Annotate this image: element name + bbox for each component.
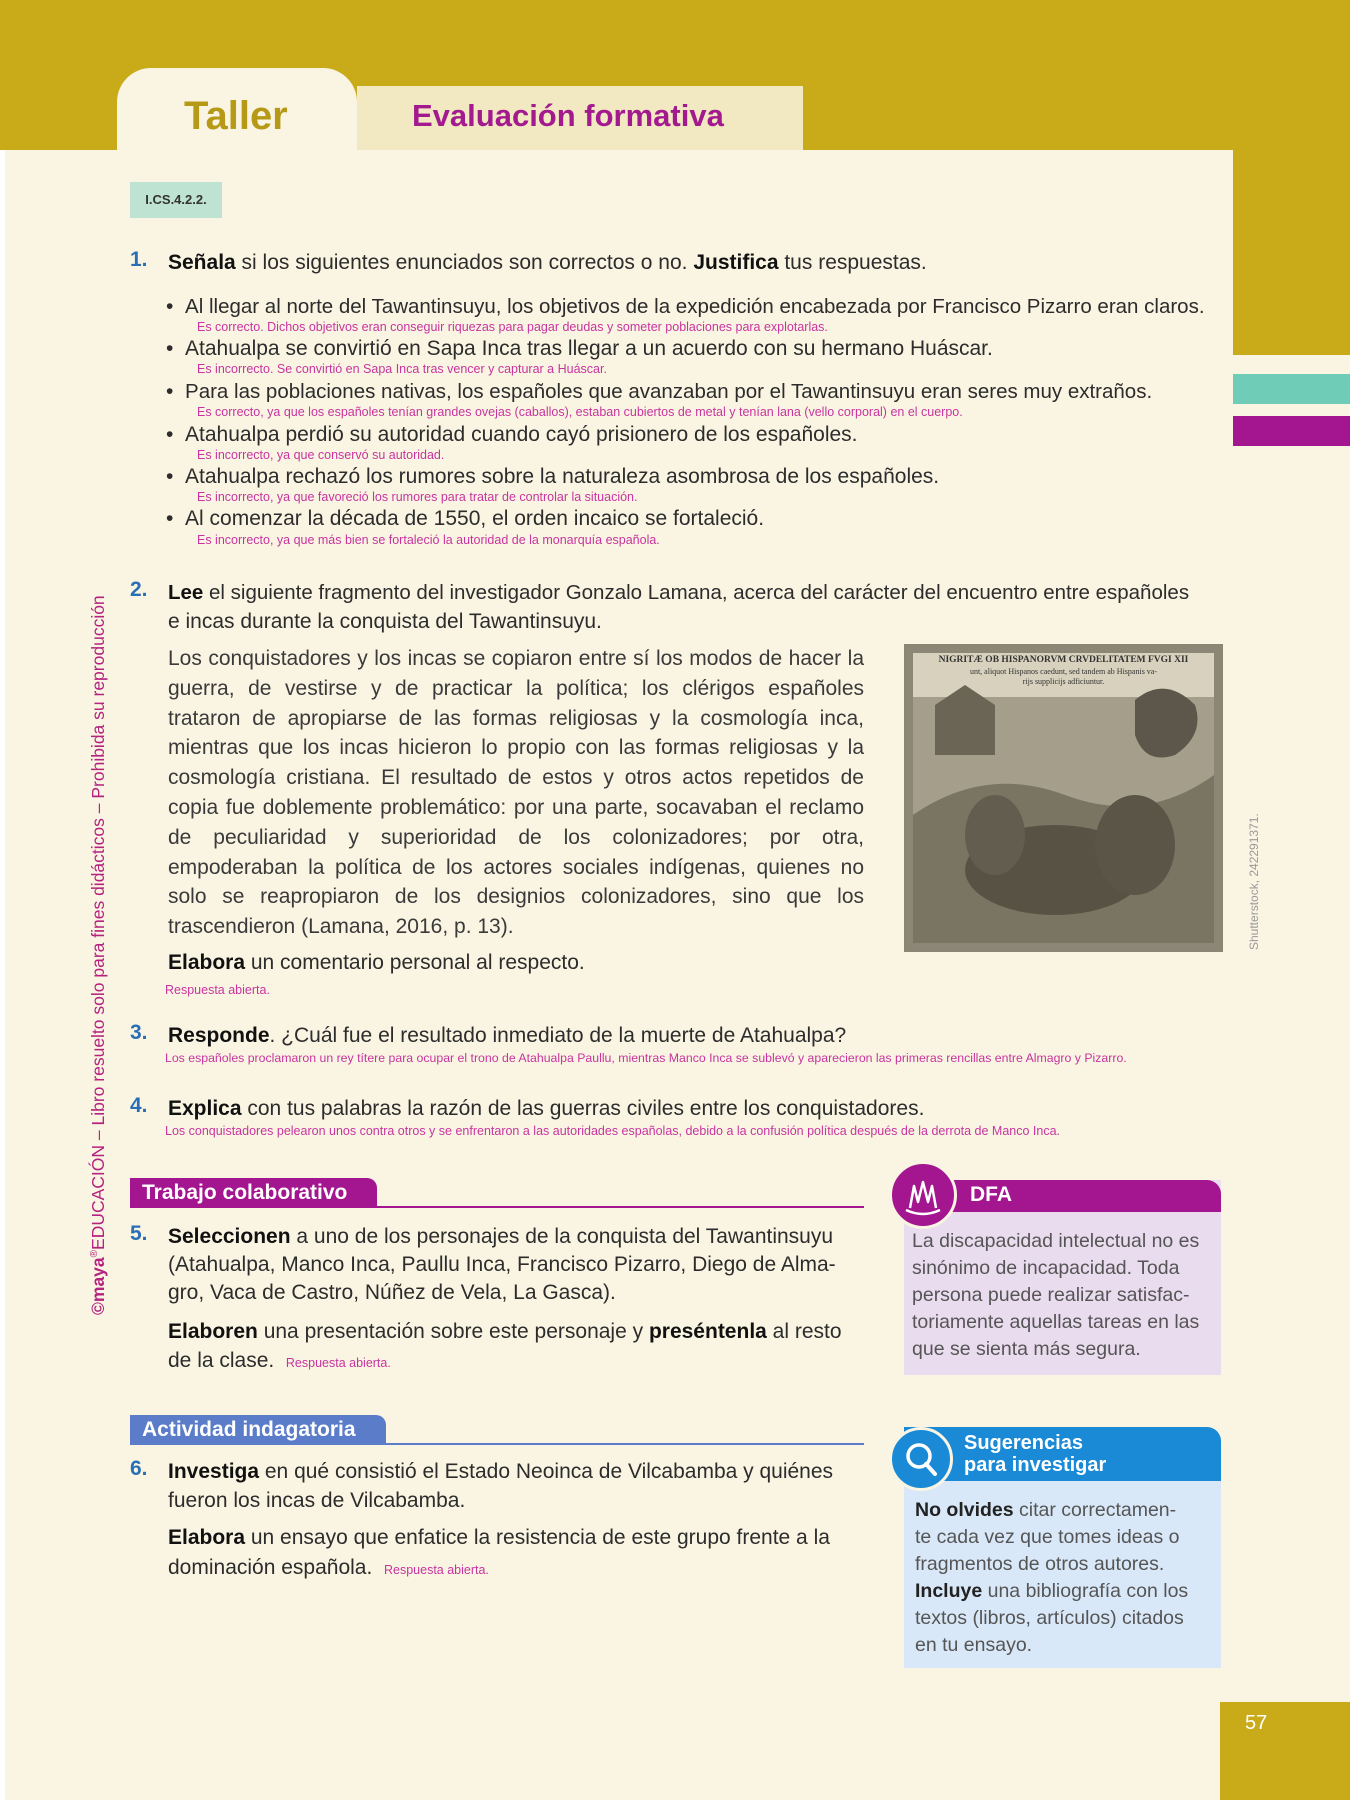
dfa-header: DFA bbox=[904, 1180, 1221, 1212]
magnifier-icon bbox=[889, 1427, 953, 1491]
page-title: Evaluación formativa bbox=[357, 86, 803, 150]
copyright-side-text: ©maya®EDUCACIÓN – Libro resuelto solo para fines didácticos – Prohibida su reproducción bbox=[88, 595, 108, 1315]
question-number: 2. bbox=[130, 578, 148, 601]
question-6-text-cont: fueron los incas de Vilcabamba. bbox=[168, 1489, 466, 1512]
answer-text: Es correcto. Dichos objetivos eran conseguir riquezas para pagar deudas y someter poblaciones para explotarlas. bbox=[197, 320, 828, 334]
question-2-text-cont: e incas durante la conquista del Tawantinsuyu. bbox=[168, 610, 602, 633]
engraving-caption-2: unt, aliquot Hispanos caedunt, sed tandem ab Hispanis va- bbox=[969, 667, 1158, 676]
question-2-instruction: Elabora un comentario personal al respecto. bbox=[168, 951, 585, 974]
question-5-instruction-cont: de la clase. Respuesta abierta. bbox=[168, 1349, 391, 1372]
list-item: • Atahualpa perdió su autoridad cuando cayó prisionero de los españoles. bbox=[166, 423, 858, 446]
question-5-text-cont: gro, Vaca de Castro, Núñez de Vela, La Gasca). bbox=[168, 1281, 616, 1304]
question-number: 5. bbox=[130, 1222, 148, 1245]
question-4-text: Explica con tus palabras la razón de las guerras civiles entre los conquistadores. bbox=[168, 1097, 925, 1120]
taller-tab: Taller bbox=[117, 68, 357, 163]
list-item: • Al comenzar la década de 1550, el orden incaico se fortaleció. bbox=[166, 507, 765, 530]
question-number: 1. bbox=[130, 248, 148, 271]
list-item: • Para las poblaciones nativas, los españoles que avanzaban por el Tawantinsuyu eran seres muy extraños. bbox=[166, 380, 1153, 403]
actividad-indagatoria-header: Actividad indagatoria bbox=[130, 1415, 864, 1445]
engraving-illustration bbox=[904, 644, 1223, 952]
question-6-text: Investiga en qué consistió el Estado Neoinca de Vilcabamba y quiénes bbox=[168, 1460, 834, 1483]
dfa-text: La discapacidad intelectual no es sinónimo de incapacidad. Toda persona puede realizar satisfac- toriamente aquellas tareas en las que se sienta más segura. bbox=[912, 1230, 1200, 1360]
page-number: 57 bbox=[1245, 1712, 1268, 1734]
question-6-instruction-cont: dominación española. Respuesta abierta. bbox=[168, 1556, 489, 1579]
answer-text: Los españoles proclamaron un rey títere para ocupar el trono de Atahualpa Paullu, mientras Manco Inca se sublevó y aparecieron las primeras rencillas entre Almagro y Pizarro. bbox=[165, 1051, 1127, 1065]
quoted-passage: Los conquistadores y los incas se copiaron entre sí los modos de hacer la guerra, de vestirse y de practicar la política; los clérigos españoles trataron de apropiarse de las formas religiosas y la cosmología inca, mientras que los incas hicieron lo propio con las formas religiosas y la cosmología cristiana. El resultado de estos y otros actos repetidos de copia fue doblemente problemático: por una parte, socavaban el reclamo de peculiaridad y superioridad de los colonizadores; por otra, empoderaban la política de los actores sociales indígenas, quienes no solo se reapropiaron de los designios colonizadores, sino que los trascendieron (Lamana, 2016, p. 13). bbox=[168, 647, 864, 939]
image-credit: Shutterstock, 242291371. bbox=[1247, 813, 1261, 950]
answer-text: Es incorrecto, ya que más bien se fortaleció la autoridad de la monarquía española. bbox=[197, 533, 660, 547]
teal-tab bbox=[1233, 374, 1350, 404]
answer-text: Respuesta abierta. bbox=[165, 983, 270, 997]
magenta-tab bbox=[1233, 416, 1350, 446]
question-6-instruction: Elabora un ensayo que enfatice la resistencia de este grupo frente a la bbox=[168, 1526, 830, 1549]
question-2-text: Lee el siguiente fragmento del investigador Gonzalo Lamana, acerca del carácter del encuentro entre españoles bbox=[168, 581, 1190, 604]
sugerencias-header: Sugerencias para investigar bbox=[904, 1427, 1221, 1481]
hands-icon bbox=[889, 1161, 957, 1229]
question-3-text: Responde. ¿Cuál fue el resultado inmediato de la muerte de Atahualpa? bbox=[168, 1024, 847, 1047]
right-band bbox=[1233, 0, 1350, 355]
page-number-box bbox=[1220, 1702, 1350, 1800]
question-5-instruction: Elaboren una presentación sobre este personaje y preséntenla al resto bbox=[168, 1320, 842, 1343]
question-5-text: Seleccionen a uno de los personajes de la conquista del Tawantinsuyu bbox=[168, 1225, 834, 1248]
list-item: • Atahualpa se convirtió en Sapa Inca tras llegar a un acuerdo con su hermano Huáscar. bbox=[166, 337, 993, 360]
list-item: • Atahualpa rechazó los rumores sobre la naturaleza asombrosa de los españoles. bbox=[166, 465, 940, 488]
list-item: • Al llegar al norte del Tawantinsuyu, los objetivos de la expedición encabezada por Francisco Pizarro eran claros. bbox=[166, 295, 1205, 318]
question-number: 3. bbox=[130, 1021, 148, 1044]
answer-text: Es incorrecto, ya que favoreció los rumores para tratar de controlar la situación. bbox=[197, 490, 638, 504]
question-5-text-cont: (Atahualpa, Manco Inca, Paullu Inca, Francisco Pizarro, Diego de Alma- bbox=[168, 1253, 836, 1276]
question-number: 6. bbox=[130, 1457, 148, 1480]
engraving-drawing bbox=[905, 645, 1222, 951]
answer-text: Es incorrecto. Se convirtió en Sapa Inca tras vencer y capturar a Huáscar. bbox=[197, 362, 607, 376]
skill-code-badge: I.CS.4.2.2. bbox=[130, 182, 222, 218]
answer-text: Los conquistadores pelearon unos contra otros y se enfrentaron a las autoridades españolas, debido a la confusión política después de la derrota de Manco Inca. bbox=[165, 1124, 1061, 1138]
question-number: 4. bbox=[130, 1094, 148, 1117]
question-1-text: Señala si los siguientes enunciados son correctos o no. Justifica tus respuestas. bbox=[168, 251, 927, 274]
trabajo-colaborativo-header: Trabajo colaborativo bbox=[130, 1178, 864, 1208]
sugerencias-text: No olvides citar correctamen- te cada vez que tomes ideas o fragmentos de otros autores. Incluye una bibliografía con los textos (libros, artículos) citados en tu ensayo. bbox=[915, 1499, 1189, 1656]
engraving-caption: NIGRITÆ OB HISPANORVM CRVDELITATEM FVGI XII bbox=[938, 655, 1189, 665]
answer-text: Es incorrecto, ya que conservó su autoridad. bbox=[197, 448, 445, 462]
page-edge bbox=[0, 0, 5, 1800]
answer-text: Es correcto, ya que los españoles tenían grandes ovejas (caballos), estaban cubiertos de metal y tenían lana (vello corporal) en el cuerpo. bbox=[197, 405, 963, 419]
engraving-caption-3: rijs supplicijs adficiuntur. bbox=[1022, 677, 1105, 686]
